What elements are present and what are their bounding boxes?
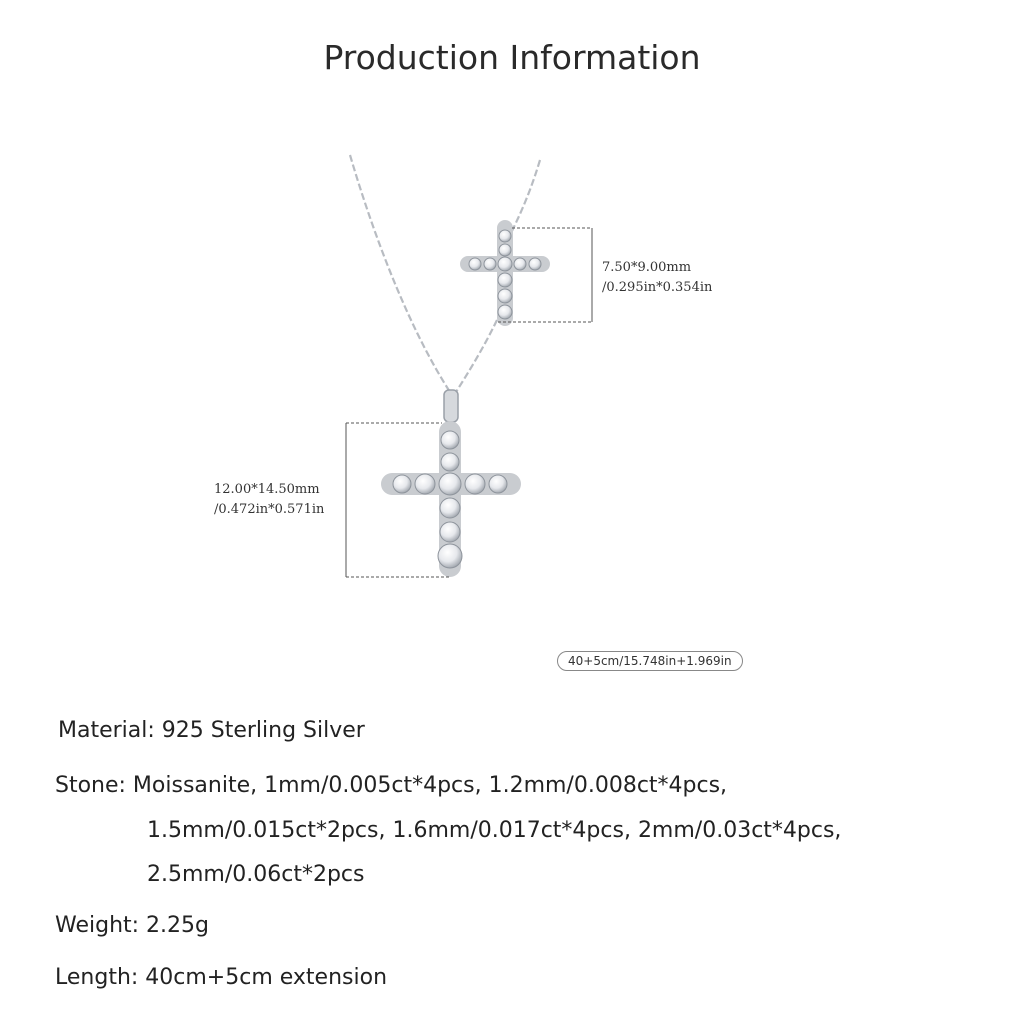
small-cross-dimensions — [602, 258, 712, 298]
large-cross-imperial: /0.472in*0.571in — [214, 502, 325, 517]
spec-weight: Weight: 2.25g — [55, 913, 209, 938]
small-cross-metric: 7.50*9.00mm — [602, 260, 692, 275]
bail — [444, 390, 458, 422]
small-cross-imperial: /0.295in*0.354in — [602, 280, 713, 295]
large-cross — [392, 431, 510, 568]
large-cross-dimension-bracket — [346, 423, 450, 577]
spec-stone-line2: 1.5mm/0.015ct*2pcs, 1.6mm/0.017ct*4pcs, 2mm/0.03ct*4pcs, — [147, 818, 842, 843]
small-cross — [468, 228, 542, 319]
large-cross-metric: 12.00*14.50mm — [214, 482, 320, 497]
large-cross-dimensions — [214, 480, 324, 520]
spec-material: Material: 925 Sterling Silver — [58, 718, 365, 743]
spec-stone-line3: 2.5mm/0.06ct*2pcs — [147, 862, 365, 887]
page-title: Production Information — [323, 38, 701, 77]
chain-length-badge: 40+5cm/15.748in+1.969in — [557, 651, 743, 671]
spec-length: Length: 40cm+5cm extension — [55, 965, 388, 990]
spec-stone-line1: Stone: Moissanite, 1mm/0.005ct*4pcs, 1.2mm/0.008ct*4pcs, — [55, 773, 728, 798]
